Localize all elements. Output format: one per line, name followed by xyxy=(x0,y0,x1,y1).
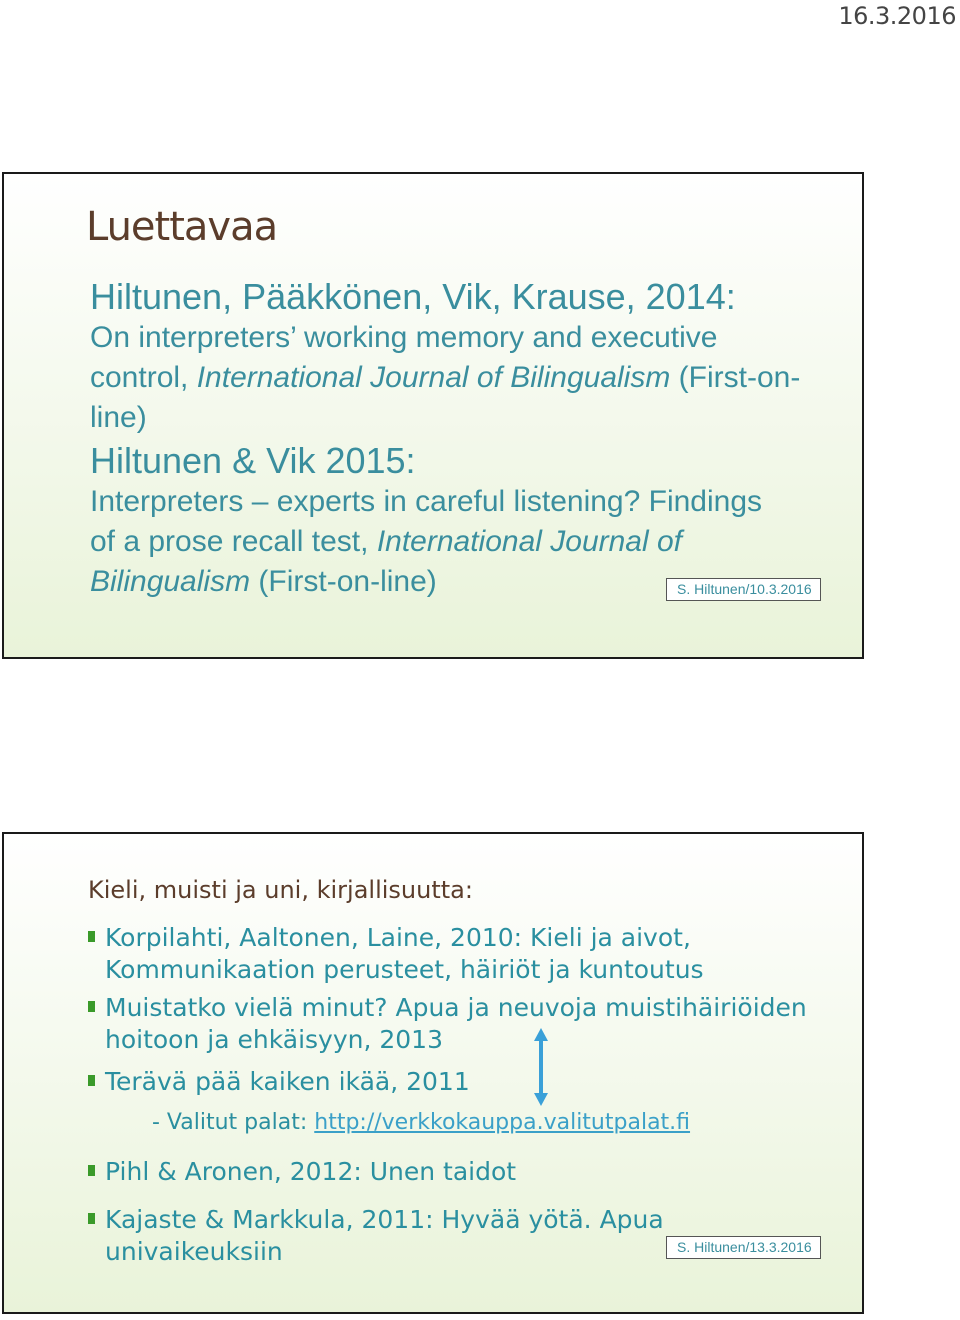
slide-literature-list xyxy=(2,832,864,1314)
sub-item-prefix: - Valitut palat: xyxy=(152,1110,315,1135)
bullet-icon xyxy=(88,1165,95,1176)
reference-2-journal: International Journal of xyxy=(376,525,683,558)
reference-2-line3-end: (First-on-line) xyxy=(250,565,437,598)
reference-1-journal: International Journal of Bilingualism xyxy=(196,361,671,394)
list-item-text-cont: hoitoon ja ehkäisyyn, 2013 xyxy=(105,1025,443,1054)
reference-1-heading: Hiltunen, Pääkkönen, Vik, Krause, 2014: xyxy=(90,276,736,317)
bullet-icon xyxy=(88,1001,95,1012)
list-item-text: Kajaste & Markkula, 2011: Hyvää yötä. Apua xyxy=(105,1205,664,1234)
author-date-box: S. Hiltunen/10.3.2016 xyxy=(666,578,821,601)
bullet-icon xyxy=(88,1213,95,1224)
slide-title: Luettavaa xyxy=(86,204,278,250)
reference-list xyxy=(90,276,850,604)
slide-title: Kieli, muisti ja uni, kirjallisuutta: xyxy=(88,876,473,904)
list-item xyxy=(88,992,838,1056)
reference-2-heading: Hiltunen & Vik 2015: xyxy=(90,440,416,481)
author-date-box: S. Hiltunen/13.3.2016 xyxy=(666,1236,821,1259)
reference-2-line1: Interpreters – experts in careful listening? Findings xyxy=(90,485,763,518)
bullet-icon xyxy=(88,1075,95,1086)
reference-1-line3: line) xyxy=(90,401,147,434)
slide-reading-list xyxy=(2,172,864,659)
reference-1-line2-start: control, xyxy=(90,361,197,394)
reference-2-line2-start: of a prose recall test, xyxy=(90,525,377,558)
list-item-text: Pihl & Aronen, 2012: Unen taidot xyxy=(105,1157,517,1186)
list-item-text-cont: Kommunikaation perusteet, häiriöt ja kuntoutus xyxy=(105,955,704,984)
reference-2-journal-cont: Bilingualism xyxy=(90,565,251,598)
list-item xyxy=(88,1156,838,1188)
list-item-text: Korpilahti, Aaltonen, Laine, 2010: Kieli ja aivot, xyxy=(105,923,691,952)
sub-list-item xyxy=(152,1110,690,1135)
list-item-text-cont: univaikeuksiin xyxy=(105,1237,283,1266)
reference-1-body xyxy=(90,318,850,438)
page-date: 16.3.2016 xyxy=(838,2,956,30)
double-arrow-icon xyxy=(531,1028,551,1106)
list-item xyxy=(88,1066,838,1098)
list-item-text: Terävä pää kaiken ikää, 2011 xyxy=(105,1067,470,1096)
list-item-text: Muistatko vielä minut? Apua ja neuvoja muistihäiriöiden xyxy=(105,993,807,1022)
list-item xyxy=(88,922,838,986)
bullet-icon xyxy=(88,931,95,942)
reference-1-line2-end: (First-on- xyxy=(670,361,801,394)
reference-1-line1: On interpreters’ working memory and executive xyxy=(90,321,718,354)
valitut-palat-link[interactable]: http://verkkokauppa.valitutpalat.fi xyxy=(314,1110,691,1135)
